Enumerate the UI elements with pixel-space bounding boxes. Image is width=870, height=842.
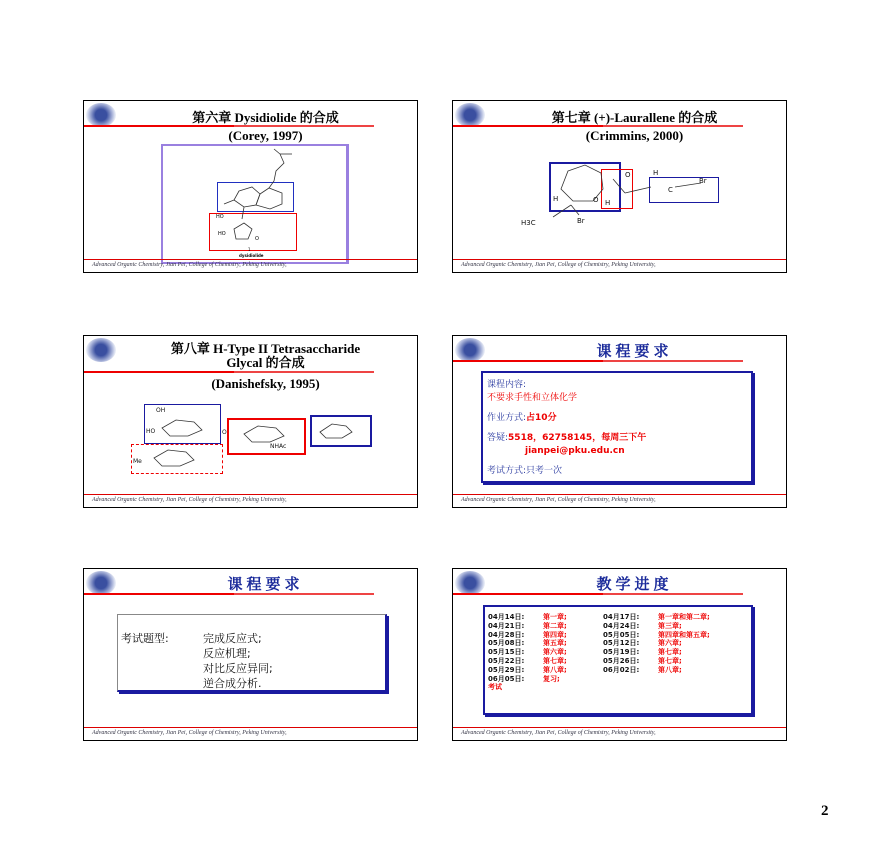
slide-title-line2: Glycal 的合成	[226, 355, 305, 370]
schedule-row	[488, 657, 748, 666]
slide-title: 第七章 (+)-Laurallene 的合成	[551, 110, 718, 125]
schedule-row	[488, 648, 748, 657]
exam-type-item: 对比反应异同;	[203, 662, 273, 675]
schedule-date: 05月22日:	[488, 656, 525, 665]
title-underline	[84, 593, 374, 595]
slide-footer: Advanced Organic Chemistry, Jian Pei, College of Chemistry, Peking University,	[84, 727, 417, 740]
schedule-topic: 第四章和第五章;	[658, 630, 710, 639]
schedule-date: 06月05日:	[488, 674, 525, 683]
schedule-topic: 第一章;	[543, 613, 567, 621]
slide-footer: Advanced Organic Chemistry, Jian Pei, College of Chemistry, Peking University,	[84, 494, 417, 507]
ho-label: HO	[216, 214, 224, 220]
exam-type-item: 反应机理;	[203, 647, 251, 660]
slide-dysidiolide	[83, 100, 418, 273]
schedule-topic: 第六章;	[658, 639, 682, 648]
schedule-date: 05月05日:	[603, 630, 640, 639]
schedule-topic: 第七章;	[543, 656, 567, 665]
schedule-date: 05月29日:	[488, 665, 525, 674]
schedule-topic: 第四章;	[543, 630, 567, 639]
h-label: H	[553, 195, 559, 203]
schedule-row	[488, 666, 748, 675]
slide-footer: Advanced Organic Chemistry, Jian Pei, College of Chemistry, Peking University,	[453, 259, 786, 272]
laurallene-structure	[453, 101, 786, 272]
page-number: 2	[821, 803, 829, 819]
schedule-date: 05月12日:	[603, 639, 640, 648]
pku-logo	[455, 571, 485, 595]
slide-title: 教学进度	[596, 577, 673, 593]
slide-exam-types	[83, 568, 418, 741]
homework-value: 占10分	[526, 413, 557, 423]
schedule-topic: 第八章;	[658, 665, 682, 674]
compound-name: dysidiolide	[239, 253, 264, 258]
schedule-row	[488, 622, 748, 631]
br-label: Br	[699, 177, 707, 185]
slide-footer: Advanced Organic Chemistry, Jian Pei, College of Chemistry, Peking University,	[84, 259, 417, 272]
schedule-row	[488, 613, 748, 622]
slide-footer: Advanced Organic Chemistry, Jian Pei, College of Chemistry, Peking University,	[453, 494, 786, 507]
exam-types-box	[117, 614, 387, 692]
slide-title: 课程要求	[596, 344, 673, 360]
schedule-box	[483, 605, 753, 715]
schedule-date: 04月21日:	[488, 621, 525, 630]
slide-title-line1: 第八章 H-Type II Tetrasaccharide	[170, 341, 361, 356]
slide-title: 课程要求	[227, 577, 304, 593]
slide-course-requirements	[452, 335, 787, 508]
slide-footer: Advanced Organic Chemistry, Jian Pei, College of Chemistry, Peking University,	[453, 727, 786, 740]
schedule-date: 04月28日:	[488, 630, 525, 639]
tetrasaccharide-structure	[84, 336, 417, 507]
title-underline	[453, 593, 743, 595]
slide-subtitle: (Corey, 1997)	[228, 128, 303, 143]
oh-label: OH	[156, 407, 166, 414]
schedule-topic: 复习;	[543, 674, 560, 683]
schedule-date: 06月02日:	[603, 665, 640, 674]
pku-logo	[86, 571, 116, 595]
schedule-final: 考试	[488, 683, 502, 692]
schedule-row	[488, 631, 748, 640]
o-label: O	[593, 196, 599, 204]
schedule-topic: 第八章;	[543, 665, 567, 674]
content-label: 课程内容:	[487, 380, 527, 390]
slide-tetrasaccharide	[83, 335, 418, 508]
ho-label: HO	[218, 231, 226, 237]
c-label: C	[668, 186, 673, 194]
schedule-topic: 第一章和第二章;	[658, 613, 710, 621]
schedule-date: 04月17日:	[603, 613, 640, 621]
schedule-date: 05月08日:	[488, 639, 525, 648]
content-value: 不要求手性和立体化学	[487, 393, 578, 403]
slide-subtitle: (Danishefsky, 1995)	[211, 376, 320, 391]
o-label: O	[222, 429, 227, 436]
schedule-date: 04月14日:	[488, 613, 525, 621]
h3c-label: H3C	[521, 219, 536, 227]
requirements-box	[481, 371, 753, 483]
qa-label: 答疑:	[487, 433, 509, 443]
ho-label: HO	[146, 428, 156, 435]
schedule-topic: 第三章;	[658, 621, 682, 630]
slide-title: 第六章 Dysidiolide 的合成	[192, 110, 339, 125]
pku-logo	[455, 338, 485, 362]
nhac-label: NHAc	[270, 443, 287, 450]
br-label: Br	[577, 217, 585, 225]
compound-number: 1	[248, 247, 251, 252]
schedule-topic: 第七章;	[658, 648, 682, 657]
exam-type-item: 完成反应式;	[203, 632, 262, 645]
schedule-topic: 第五章;	[543, 639, 567, 648]
h-label: H	[653, 169, 659, 177]
schedule-topic: 第七章;	[658, 656, 682, 665]
slide-subtitle: (Crimmins, 2000)	[585, 128, 684, 143]
dysidiolide-structure	[84, 101, 417, 272]
slide-teaching-schedule	[452, 568, 787, 741]
h-label: H	[605, 199, 611, 207]
exam-type-item: 逆合成分析.	[203, 677, 262, 690]
qa-value: 5518，62758145，每周三下午	[508, 433, 647, 443]
o-label: O	[625, 171, 631, 179]
exam-types-label: 考试题型:	[121, 632, 169, 645]
title-underline	[453, 360, 743, 362]
schedule-topic: 第六章;	[543, 648, 567, 657]
homework-label: 作业方式:	[487, 413, 527, 423]
me-label: Me	[133, 458, 142, 465]
schedule-row	[488, 639, 748, 648]
schedule-topic: 第二章;	[543, 621, 567, 630]
qa-email[interactable]: jianpei@pku.edu.cn	[525, 446, 625, 456]
slide-laurallene	[452, 100, 787, 273]
o-label: O	[255, 236, 259, 242]
schedule-date: 04月24日:	[603, 621, 640, 630]
schedule-date: 05月19日:	[603, 648, 640, 657]
schedule-date: 05月15日:	[488, 648, 525, 657]
exam-value: 只考一次	[526, 466, 563, 476]
exam-label: 考试方式:	[487, 466, 527, 476]
schedule-date: 05月26日:	[603, 656, 640, 665]
